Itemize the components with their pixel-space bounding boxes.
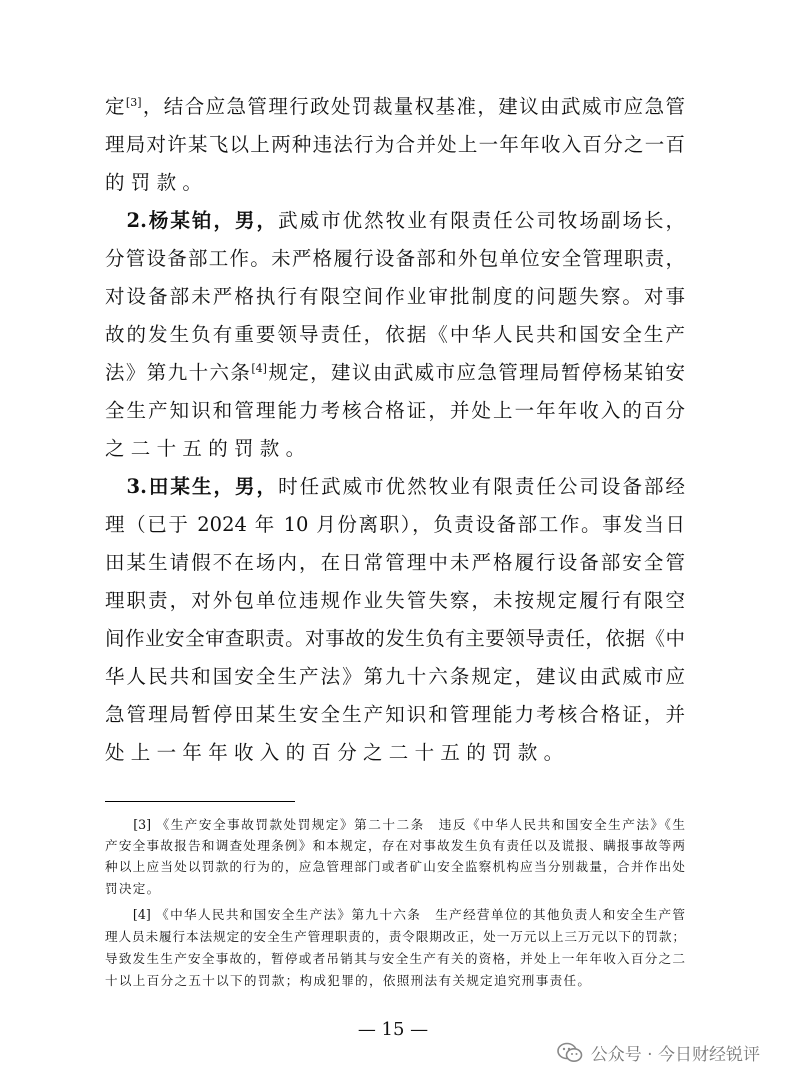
body-line — [105, 130, 685, 160]
body-line — [105, 472, 685, 502]
body-line — [105, 396, 685, 426]
body-line — [105, 358, 685, 388]
text-segment: 理（已于 2024 年 10 月份离职），负责设备部工作。事发当日 — [105, 513, 685, 536]
footnote-line: 导致发生生产安全事故的，暂停或者吊销其与安全生产有关的资格，并处上一年年收入百分之二 — [105, 951, 685, 966]
text-segment: ，结合应急管理行政处罚裁量权基准，建议由武威市应急管 — [141, 95, 685, 118]
footnote-line: 理人员未履行本法规定的安全生产管理职责的，责令限期改正，处一万元以上三万元以下的罚款； — [105, 929, 685, 944]
body-line — [105, 434, 685, 464]
footnote-line: [3] 《生产安全事故罚款处罚规定》第二十二条 违反《中华人民共和国安全生产法》《生 — [105, 817, 685, 832]
body-line — [105, 510, 685, 540]
text-segment: 全生产知识和管理能力考核合格证，并处上一年年收入的百分 — [105, 399, 685, 422]
text-segment: 急管理局暂停田某生安全生产知识和管理能力考核合格证，并 — [105, 703, 685, 726]
body-line — [105, 738, 685, 768]
text-segment: 时任武威市优然牧业有限责任公司设备部经 — [278, 475, 685, 498]
text-segment: 处上一年年收入的百分之二十五的罚款。 — [105, 741, 570, 764]
text-segment: 理职责，对外包单位违规作业失管失察，未按规定履行有限空 — [105, 589, 685, 612]
footnote-ref: [3] — [125, 96, 142, 109]
footnote-line: [4] 《中华人民共和国安全生产法》第九十六条 生产经营单位的其他负责人和安全生产管 — [105, 907, 685, 922]
footnote-divider — [105, 801, 295, 802]
body-line — [105, 586, 685, 616]
text-segment: 之二十五的罚款。 — [105, 437, 312, 460]
text-segment: 理局对许某飞以上两种违法行为合并处上一年年收入百分之一百 — [105, 133, 685, 156]
footnote-line: 十以上百分之五十以下的罚款；构成犯罪的，依照刑法有关规定追究刑事责任。 — [105, 973, 592, 988]
body-line — [105, 92, 685, 122]
watermark — [557, 1040, 760, 1065]
text-segment: 对设备部未严格执行有限空间作业审批制度的问题失察。对事 — [105, 285, 685, 308]
watermark-text: 公众号 · 今日财经锐评 — [590, 1045, 760, 1065]
text-segment: 分管设备部工作。未严格履行设备部和外包单位安全管理职责， — [105, 247, 685, 270]
person-heading: 3.田某生，男， — [105, 475, 279, 498]
text-segment: 田某生请假不在场内，在日常管理中未严格履行设备部安全管 — [105, 551, 685, 574]
body-line — [105, 244, 685, 274]
text-segment: 的罚款。 — [105, 171, 209, 194]
body-line — [105, 624, 685, 654]
text-segment: 故的发生负有重要领导责任，依据《中华人民共和国安全生产 — [105, 323, 685, 346]
footnote-line: 种以上应当处以罚款的行为的，应急管理部门或者矿山安全监察机构应当分别裁量，合并作出处 — [105, 859, 685, 874]
text-segment: 规定，建议由武威市应急管理局暂停杨某铂安 — [266, 361, 685, 384]
body-line — [105, 548, 685, 578]
text-segment: 法》第九十六条 — [105, 361, 252, 384]
person-heading: 2.杨某铂，男， — [105, 209, 279, 232]
footnote-line: 产安全事故报告和调查处理条例》和本规定，存在对事故发生负有责任以及谎报、瞒报事故等两 — [105, 838, 685, 853]
page-number: — 15 — — [357, 1019, 429, 1040]
text-segment: 华人民共和国安全生产法》第九十六条规定，建议由武威市应 — [105, 665, 685, 688]
text-segment: 间作业安全审查职责。对事故的发生负有主要领导责任，依据《中 — [105, 627, 685, 650]
body-line — [105, 206, 685, 236]
text-segment: 武威市优然牧业有限责任公司牧场副场长， — [278, 209, 685, 232]
wechat-icon — [557, 1042, 583, 1064]
body-line — [105, 662, 685, 692]
text-segment: 定 — [105, 95, 126, 118]
footnote-line: 罚决定。 — [105, 881, 161, 896]
body-line — [105, 282, 685, 312]
body-line — [105, 700, 685, 730]
body-line — [105, 168, 685, 198]
body-line — [105, 320, 685, 350]
footnote-ref: [4] — [251, 362, 267, 375]
